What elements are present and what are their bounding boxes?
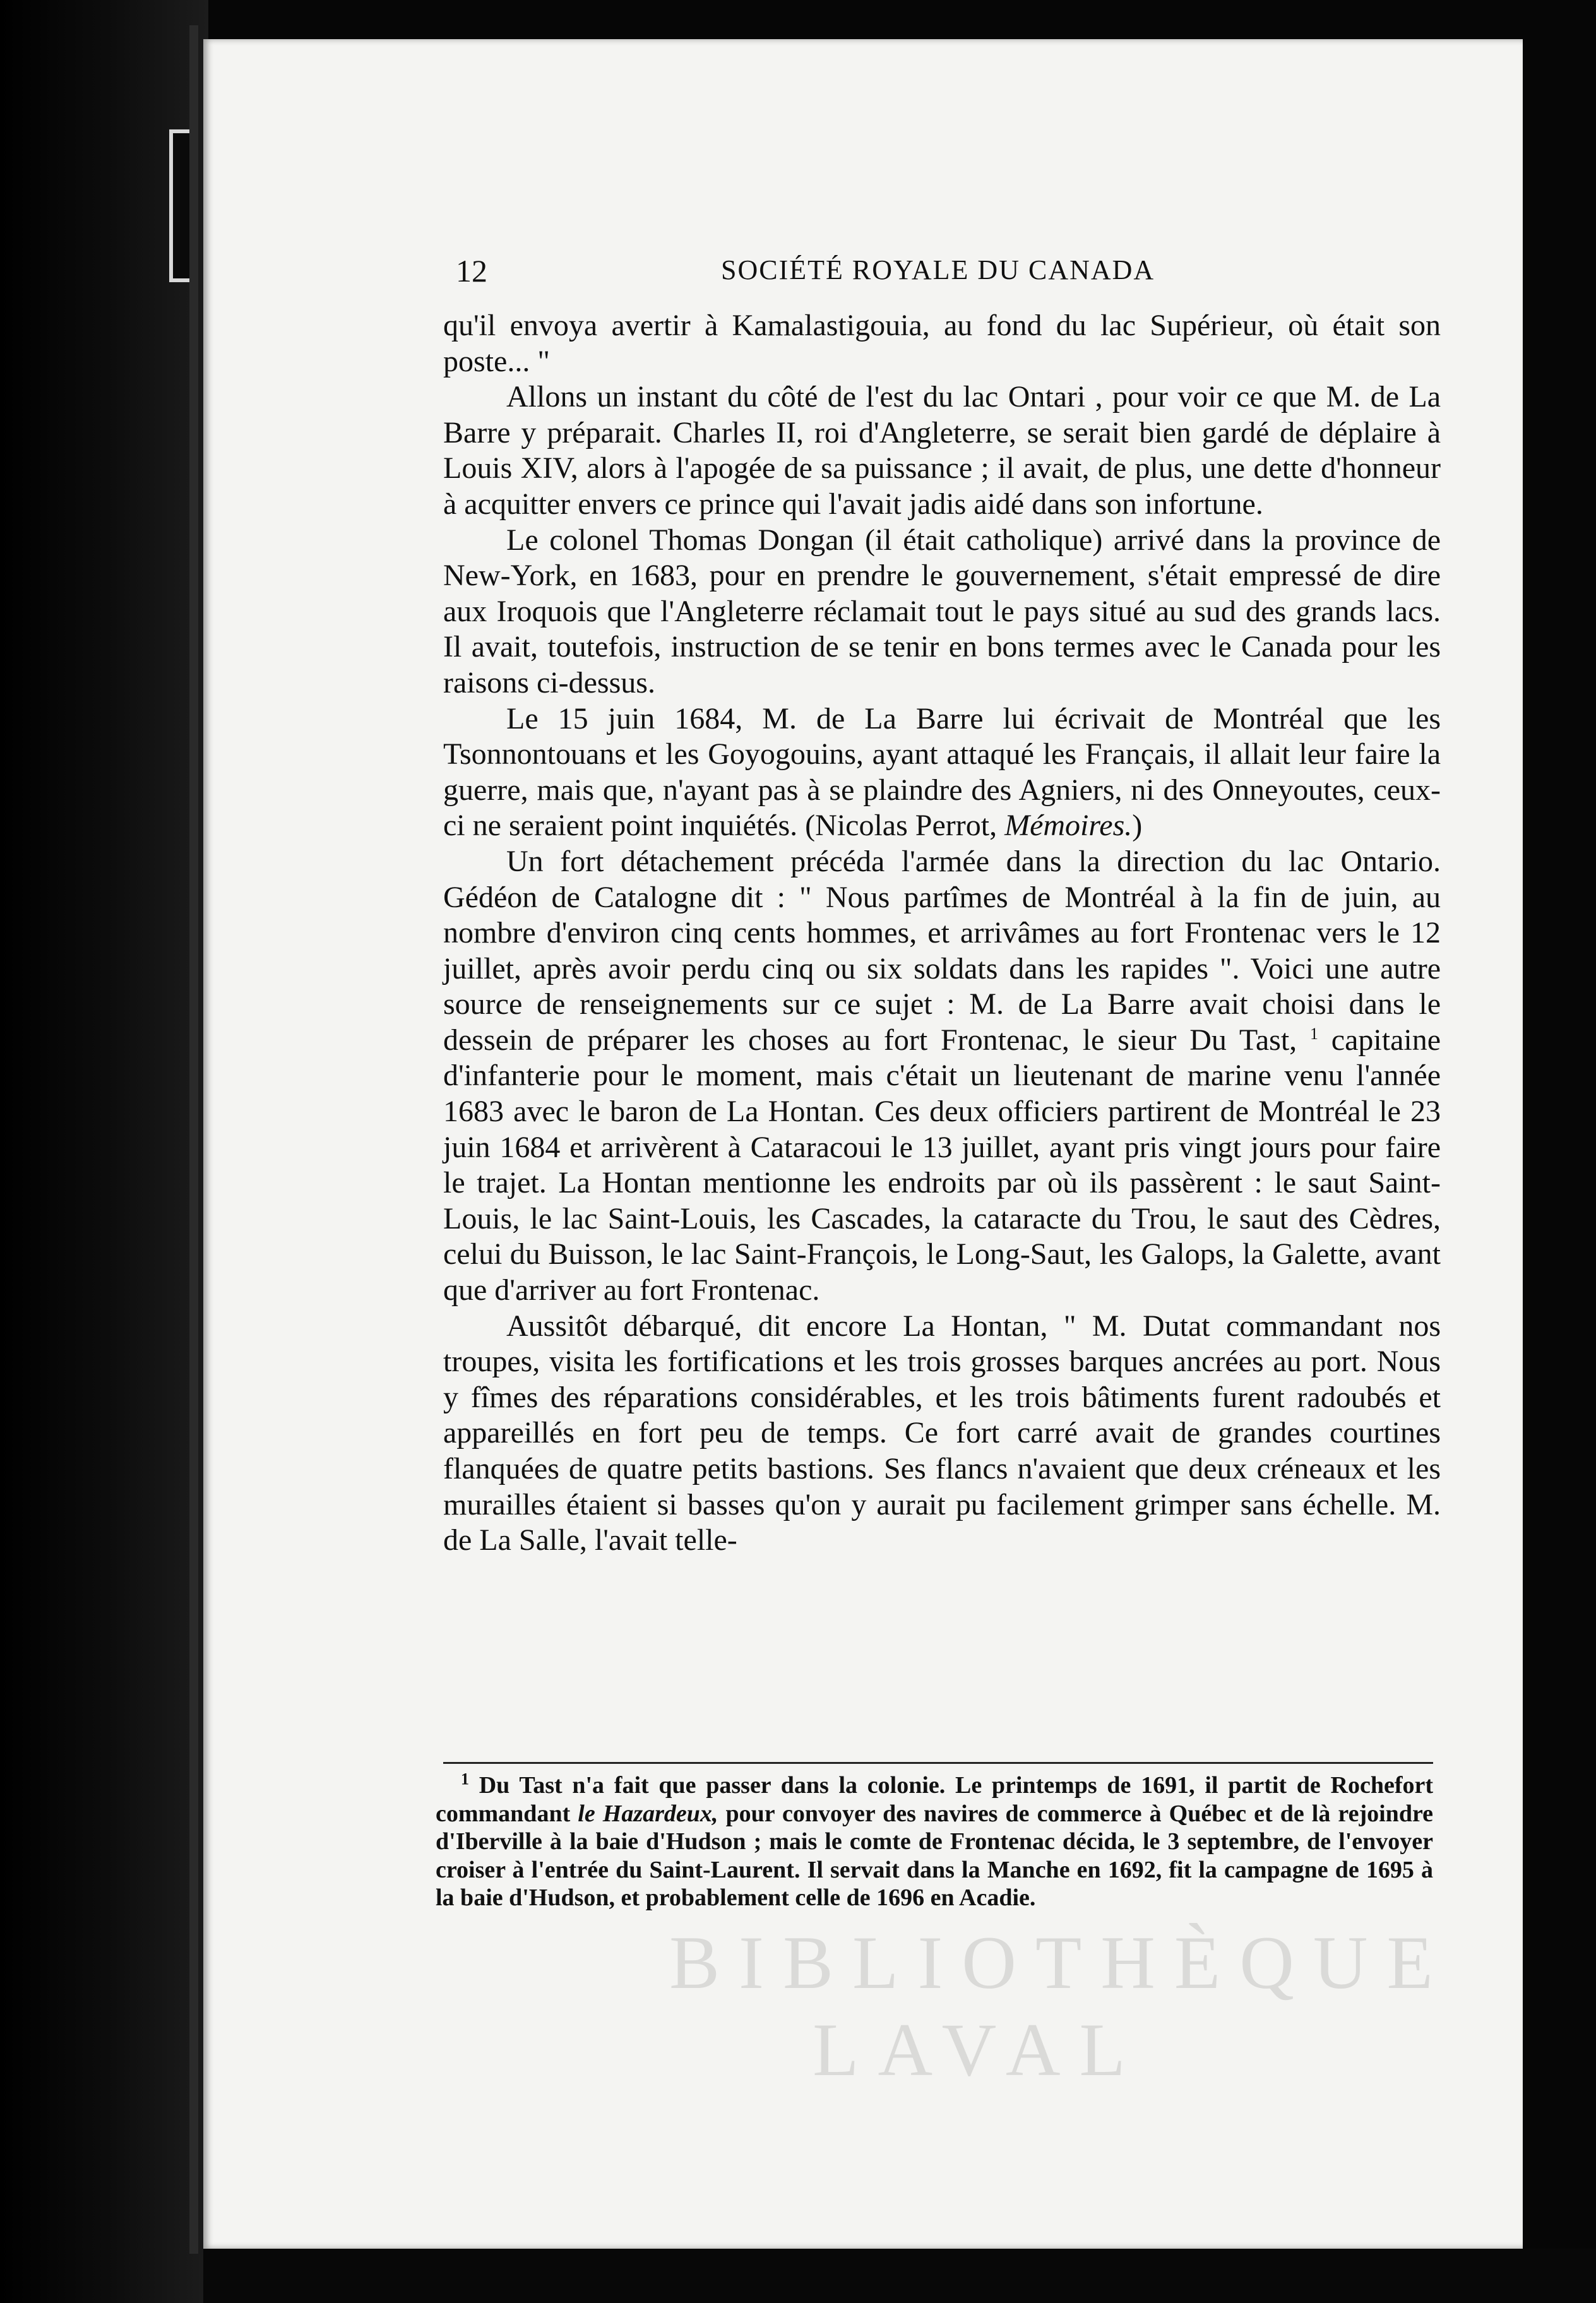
footnote-text: pour convoyer des navires de commerce à Québec et de là rejoindre d'Iberville à la baie d'Hudson ; mais le comte de Frontenac décida, le 3 septembre, de l'envoyer croiser à l'entrée du Saint-Laurent. Il servait dans la Manche en 1692, fit la campagne de 1695 à la baie d'Hudson, et probablement celle de 1696 en Acadie. [436, 1800, 1433, 1912]
stamp-line: LAVAL [813, 2008, 1145, 2092]
footnote-rule [443, 1762, 1433, 1764]
page-number: 12 [456, 253, 487, 289]
paragraph: Le colonel Thomas Dongan (il était catholique) arrivé dans la province de New-York, en 1683, pour en prendre le gouvernement, s'était empressé de dire aux Iroquois que l'Angleterre réclamait tout le pays situé au sud des grands lacs. Il avait, toutefois, instruction de se tenir en bons termes avec le Canada pour les raisons ci-dessus. [443, 523, 1441, 699]
paragraph-text: Un fort détachement précéda l'armée dans la direction du lac Ontario. Gédéon de Catalogne dit : " Nous partîmes de Montréal à la fin de juin, au nombre d'environ cinq cents hommes, et arrivâmes au fort Frontenac vers le 12 juillet, après avoir perdu cinq ou six soldats dans les rapides ". Voici une autre source de renseignements sur ce sujet : M. de La Barre avait choisi dans le dessein de préparer les choses au fort Frontenac, le sieur Du Tast, [443, 844, 1441, 1057]
page-edge [189, 25, 198, 2254]
library-stamp [669, 1919, 1452, 2159]
paragraph: qu'il envoya avertir à Kamalastigouia, au fond du lac Supérieur, où était son poste... " [443, 309, 1441, 378]
binding-tab [169, 129, 189, 282]
closing-paren: ) [1132, 809, 1143, 843]
footnote-paragraph [436, 1771, 1433, 1912]
paragraph: Aussitôt débarqué, dit encore La Hontan, " M. Dutat commandant nos troupes, visita les fortifications et les trois grosses barques ancrées au port. Nous y fîmes des réparations considérables, et les trois bâtiments furent radoubés et appareillés en fort peu de temps. Ce fort carré avait de grandes courtines flanquées de quatre petits bastions. Ses flancs n'avaient que deux créneaux et les murailles étaient si basses qu'on y aurait pu facilement grimper sans échelle. M. de La Salle, l'avait telle- [443, 1309, 1441, 1557]
scanner-bottom-border [203, 2249, 1596, 2303]
italic-reference: Mémoires. [1004, 809, 1133, 843]
paragraph [443, 701, 1441, 844]
scanner-background [0, 0, 208, 2303]
paragraph: Allons un instant du côté de l'est du lac Ontari , pour voir ce que M. de La Barre y préparait. Charles II, roi d'Angleterre, se serait bien gardé de déplaire à Louis XIV, alors à l'apogée de sa puissance ; il avait, de plus, une dette d'honneur à acquitter envers ce prince qui l'avait jadis aidé dans son infortune. [443, 380, 1441, 521]
paragraph-text: Le 15 juin 1684, M. de La Barre lui écrivait de Montréal que les Tsonnontouans et les Goyogouins, ayant attaqué les Français, il allait leur faire la guerre, mais que, n'ayant pas à se plaindre des Agniers, ni des Onneyoutes, ceux-ci ne seraient point inquiétés. (Nicolas Perrot, [443, 701, 1441, 843]
stamp-line: BIBLIOTHÈQUE [669, 1920, 1452, 2004]
footnote-text: Du Tast n'a fait que passer dans la colonie. Le printemps de 1691, il partit de Rochefort commandant [436, 1772, 1434, 1827]
paragraph-text: capitaine d'infanterie pour le moment, mais c'était un lieutenant de marine venu l'année 1683 avec le baron de La Hontan. Ces deux officiers partirent de Montréal le 23 juin 1684 et arrivèrent à Cataracoui le 13 juillet, ayant pris vingt jours pour faire le trajet. La Hontan mentionne les endroits par où ils passèrent : le saut Saint-Louis, le lac Saint-Louis, les Cascades, la cataracte du Trou, le saut des Cèdres, celui du Buisson, le lac Saint-François, le Long-Saut, les Galops, la Galette, avant que d'arriver au fort Frontenac. [443, 1023, 1441, 1307]
running-title: SOCIÉTÉ ROYALE DU CANADA [721, 254, 1155, 285]
footnote-number: 1 [461, 1770, 469, 1788]
body-text [443, 308, 1441, 1559]
footnote-marker: 1 [1309, 1024, 1318, 1043]
running-head [456, 253, 1466, 297]
footnote [436, 1771, 1433, 1912]
paragraph [443, 844, 1441, 1309]
ship-name: le Hazardeux, [578, 1800, 718, 1827]
